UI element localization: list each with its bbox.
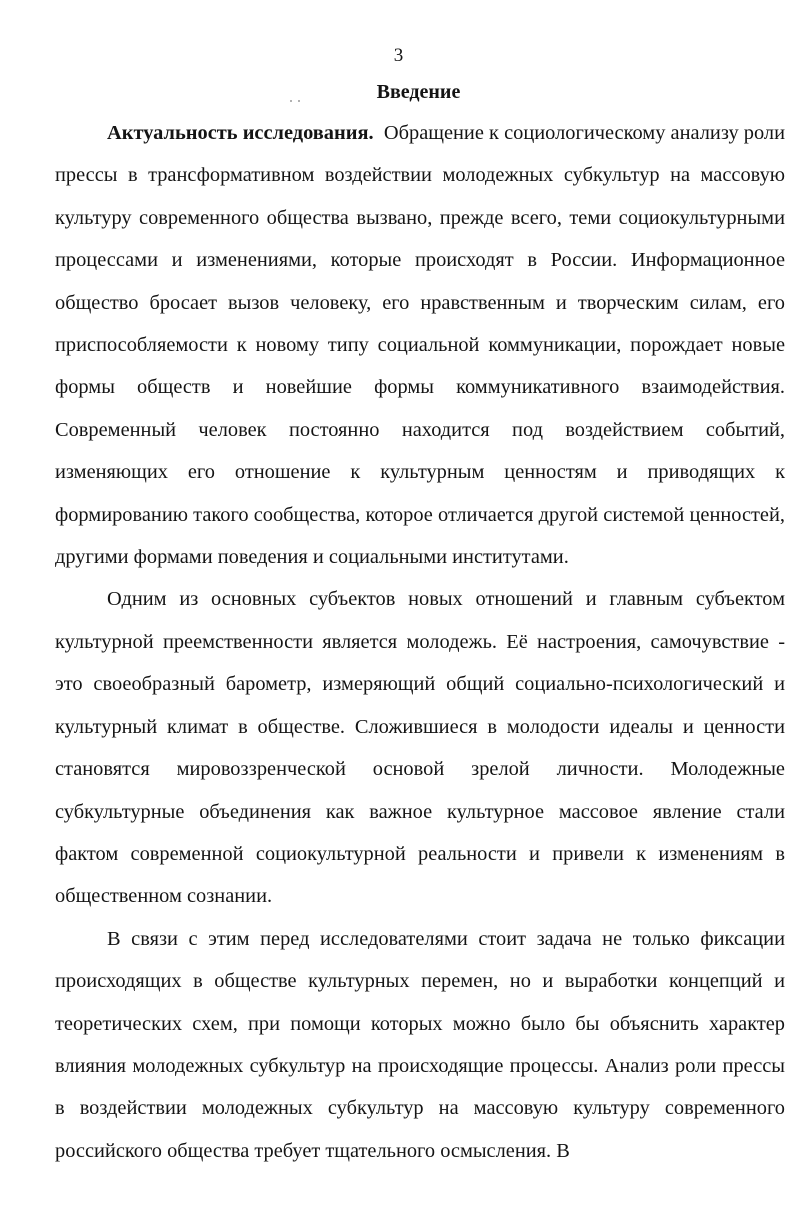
paragraph-youth: Одним из основных субъектов новых отношений и главным субъектом культурной преемственности является молодежь. Её настроения, самочувствие - это своеобразный барометр, измеряющий общий социально-психологический и культурный климат в обществе. Сложившиеся в молодости идеалы и ценности становятся мировоззренческой основой зрелой личности. Молодежные субкультурные объединения как важное культурное массовое явление стали фактом современной социокультурной реальности и привели к изменениям в общественном сознании. bbox=[55, 588, 785, 908]
paragraph-relevance bbox=[55, 112, 785, 578]
inline-heading: Актуальность исследования. bbox=[107, 122, 374, 144]
paragraph-text: Обращение к социологическому анализу роли прессы в трансформативном воздействии молодежных субкультур на массовую культуру современного общества вызвано, прежде всего, теми социокультурными процессами и изменениями, которые происходят в России. Информационное общество бросает вызов человеку, его нравственным и творческим силам, его приспособляемости к новому типу социальной коммуникации, порождает новые формы обществ и новейшие формы коммуникативного взаимодействия. Современный человек постоянно находится под воздействием событий, изменяющих его отношение к культурным ценностям и приводящих к формированию такого сообщества, которое отличается другой системой ценностей, другими формами поведения и социальными институтами. bbox=[55, 122, 785, 569]
document-body bbox=[55, 112, 785, 1172]
paragraph-research-task: В связи с этим перед исследователями стоит задача не только фиксации происходящих в обществе культурных перемен, но и выработки концепций и теоретических схем, при помощи которых можно было бы объяснить характер влияния молодежных субкультур на происходящие процессы. Анализ роли прессы в воздействии молодежных субкультур на массовую культуру современного российского общества требует тщательного осмысления. В bbox=[55, 927, 785, 1162]
page-title: Введение bbox=[376, 81, 461, 103]
page-number: 3 bbox=[393, 45, 404, 66]
